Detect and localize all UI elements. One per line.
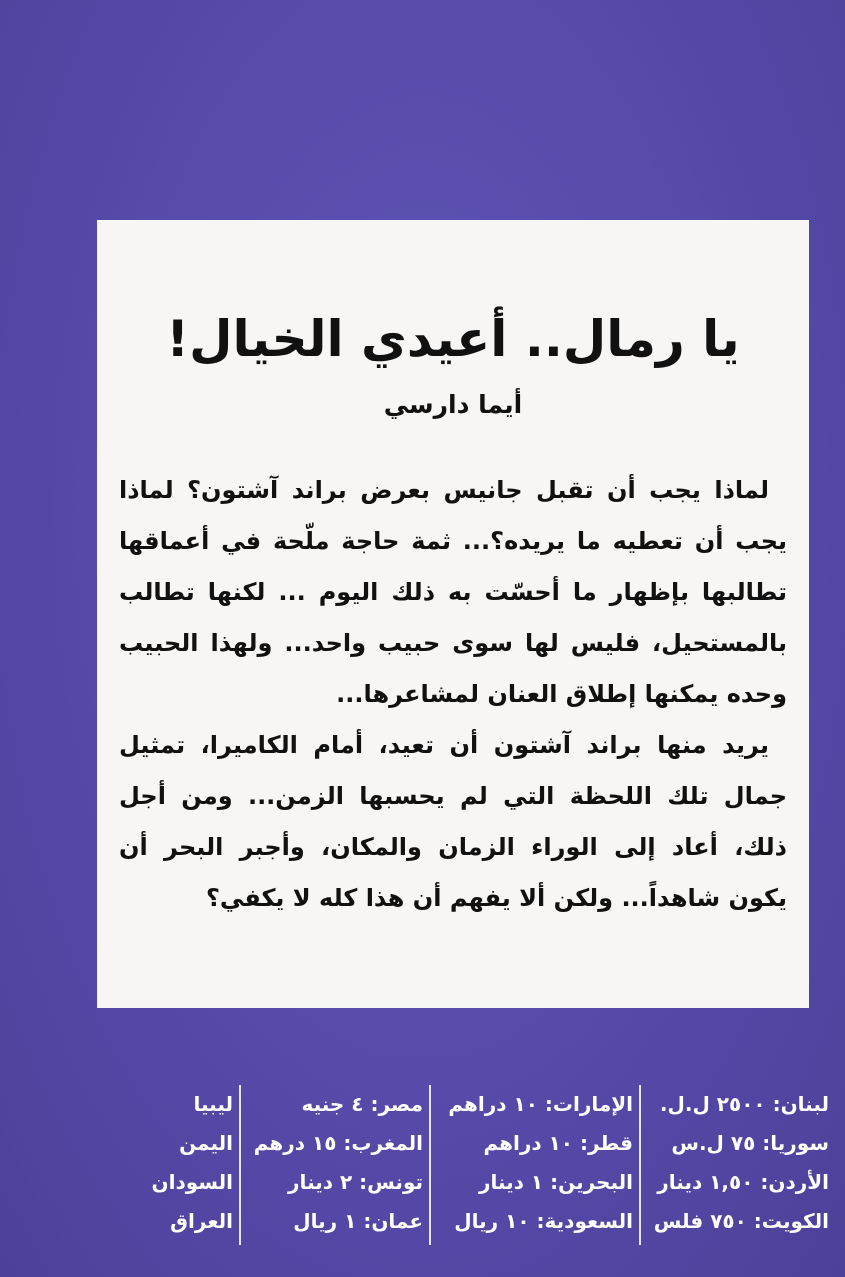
blurb-text xyxy=(119,465,787,924)
price-list xyxy=(151,1085,835,1245)
price-item: مصر: ٤ جنيه xyxy=(301,1092,423,1116)
price-item: البحرين: ١ دينار xyxy=(478,1170,633,1194)
price-item: المغرب: ١٥ درهم xyxy=(253,1131,423,1155)
blurb-paragraph: لماذا يجب أن تقبل جانيس بعرض براند آشتون؟ لماذا يجب أن تعطيه ما يريده؟... ثمة حاجة ملّحة في أعماقها تطالبها بإظهار ما أحسّت به ذلك اليوم ... لكنها تطالب بالمستحيل، فليس لها سوى حبيب واحد... ولهذا الحبيب وحده يمكنها إطلاق العنان لمشاعرها... xyxy=(119,476,787,708)
price-item: قطر: ١٠ دراهم xyxy=(483,1131,633,1155)
blurb-paragraph: يريد منها براند آشتون أن تعيد، أمام الكاميرا، تمثيل جمال تلك اللحظة التي لم يحسبها الزمن... ومن أجل ذلك، أعاد إلى الوراء الزمان والمكان، وأجبر البحر أن يكون شاهداً... ولكن ألا يفهم أن هذا كله لا يكفي؟ xyxy=(119,731,787,912)
price-item: الأردن: ١,٥٠ دينار xyxy=(657,1170,829,1194)
price-item: لبنان: ٢٥٠٠ ل.ل. xyxy=(659,1092,829,1116)
price-column-1 xyxy=(639,1085,835,1245)
country-name: ليبيا xyxy=(193,1092,233,1116)
price-column-4 xyxy=(151,1085,239,1245)
price-column-3 xyxy=(239,1085,429,1245)
price-item: الإمارات: ١٠ دراهم xyxy=(448,1092,633,1116)
price-column-2 xyxy=(429,1085,639,1245)
blurb-panel xyxy=(97,220,809,1008)
country-name: اليمن xyxy=(179,1131,233,1155)
price-item: الكويت: ٧٥٠ فلس xyxy=(653,1209,829,1233)
price-item: سوريا: ٧٥ ل.س xyxy=(671,1131,829,1155)
price-item: عمان: ١ ريال xyxy=(293,1209,423,1233)
country-name: العراق xyxy=(170,1209,233,1233)
country-name: السودان xyxy=(151,1170,233,1194)
book-title: يا رمال.. أعيدي الخيال! xyxy=(166,310,740,368)
author-name: أيما دارسي xyxy=(383,390,523,419)
price-item: تونس: ٢ دينار xyxy=(288,1170,423,1194)
price-item: السعودية: ١٠ ريال xyxy=(454,1209,633,1233)
